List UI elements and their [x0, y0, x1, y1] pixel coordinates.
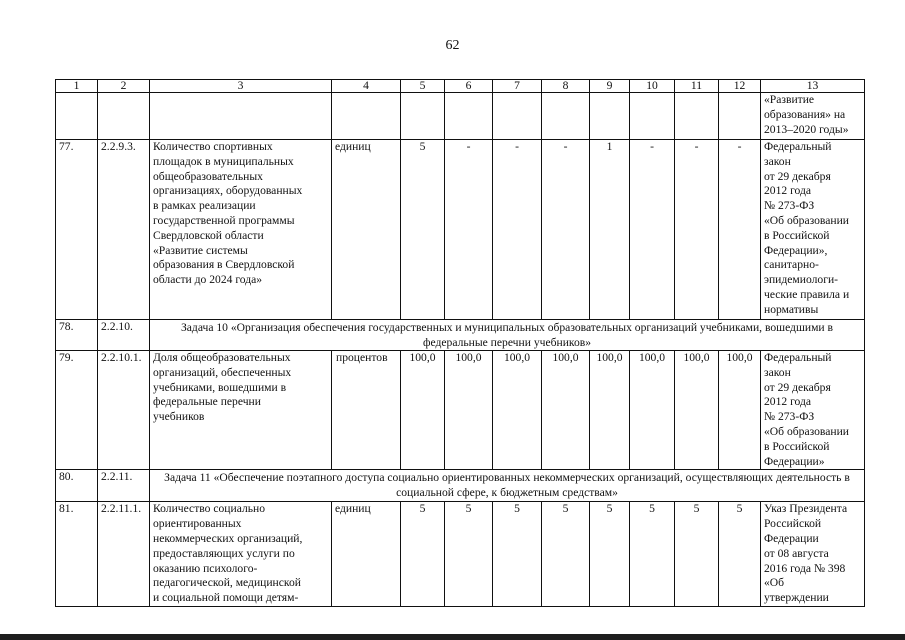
- value-cell: -: [542, 140, 590, 320]
- row-code: 2.2.9.3.: [98, 140, 150, 320]
- value-cell: 100,0: [630, 351, 675, 470]
- unit-cell: единиц: [332, 502, 401, 607]
- indicator-name: Доля общеобразовательных организаций, обеспеченных учебниками, вошедшими в федеральные перечни учебников: [150, 351, 332, 470]
- continuation-row: [56, 93, 865, 140]
- header-cell: 10: [630, 80, 675, 93]
- basis-cell: «Развитие образования» на 2013–2020 годы»: [761, 93, 865, 140]
- value-cell: 5: [675, 502, 719, 607]
- row-code: 2.2.11.1.: [98, 502, 150, 607]
- value-cell: 100,0: [401, 351, 445, 470]
- header-cell: 13: [761, 80, 865, 93]
- header-cell: 7: [493, 80, 542, 93]
- row-code: 2.2.11.: [98, 470, 150, 502]
- table-row-81: [56, 502, 865, 607]
- header-cell: 8: [542, 80, 590, 93]
- table-row-78: [56, 320, 865, 351]
- value-cell: 5: [590, 502, 630, 607]
- unit-cell: процентов: [332, 351, 401, 470]
- value-cell: 1: [590, 140, 630, 320]
- header-cell: 2: [98, 80, 150, 93]
- task-heading: Задача 11 «Обеспечение поэтапного доступа социально ориентированных некоммерческих организаций, осуществляющих деятельность в социальной сфере, к бюджетным средствам»: [150, 470, 865, 502]
- header-cell: 4: [332, 80, 401, 93]
- value-cell: 5: [630, 502, 675, 607]
- value-cell: -: [719, 140, 761, 320]
- value-cell: 100,0: [590, 351, 630, 470]
- header-cell: 1: [56, 80, 98, 93]
- value-cell: -: [493, 140, 542, 320]
- unit-cell: единиц: [332, 140, 401, 320]
- row-number: 81.: [56, 502, 98, 607]
- value-cell: 100,0: [493, 351, 542, 470]
- value-cell: 5: [445, 502, 493, 607]
- row-number: 78.: [56, 320, 98, 351]
- value-cell: 5: [401, 502, 445, 607]
- row-code: 2.2.10.: [98, 320, 150, 351]
- table-row-80: [56, 470, 865, 502]
- value-cell: 100,0: [719, 351, 761, 470]
- value-cell: -: [630, 140, 675, 320]
- header-cell: 12: [719, 80, 761, 93]
- indicator-name: Количество спортивных площадок в муниципальных общеобразовательных организациях, оборудованных в рамках реализации государственной программы Свердловской области «Развитие системы образования в Свердловской области до 2024 года»: [150, 140, 332, 320]
- header-cell: 5: [401, 80, 445, 93]
- task-heading: Задача 10 «Организация обеспечения государственных и муниципальных образовательных организаций учебниками, вошедшими в федеральные перечни учебников»: [150, 320, 865, 351]
- indicator-name: Количество социально ориентированных некоммерческих организаций, предоставляющих услуги по оказанию психолого- педагогической, медицинской и социальной помощи детям-: [150, 502, 332, 607]
- value-cell: 5: [493, 502, 542, 607]
- header-cell: 11: [675, 80, 719, 93]
- header-row: [56, 80, 865, 93]
- value-cell: 5: [401, 140, 445, 320]
- value-cell: -: [675, 140, 719, 320]
- value-cell: -: [445, 140, 493, 320]
- header-cell: 9: [590, 80, 630, 93]
- value-cell: 100,0: [445, 351, 493, 470]
- table-row-79: [56, 351, 865, 470]
- indicators-table: [55, 79, 865, 607]
- value-cell: 5: [542, 502, 590, 607]
- row-number: 79.: [56, 351, 98, 470]
- row-number: 80.: [56, 470, 98, 502]
- basis-cell: Федеральный закон от 29 декабря 2012 года № 273-ФЗ «Об образовании в Российской Федерации», санитарно- эпидемиологи- ческие правила и нормативы: [761, 140, 865, 320]
- basis-cell: Федеральный закон от 29 декабря 2012 года № 273-ФЗ «Об образовании в Российской Федерации»: [761, 351, 865, 470]
- header-cell: 3: [150, 80, 332, 93]
- value-cell: 5: [719, 502, 761, 607]
- table-row-77: [56, 140, 865, 320]
- value-cell: 100,0: [542, 351, 590, 470]
- page-number: 62: [445, 38, 460, 53]
- basis-cell: Указ Президента Российской Федерации от 08 августа 2016 года № 398 «Об утверждении: [761, 502, 865, 607]
- page-bottom-edge: [0, 634, 905, 640]
- header-cell: 6: [445, 80, 493, 93]
- row-number: 77.: [56, 140, 98, 320]
- value-cell: 100,0: [675, 351, 719, 470]
- row-code: 2.2.10.1.: [98, 351, 150, 470]
